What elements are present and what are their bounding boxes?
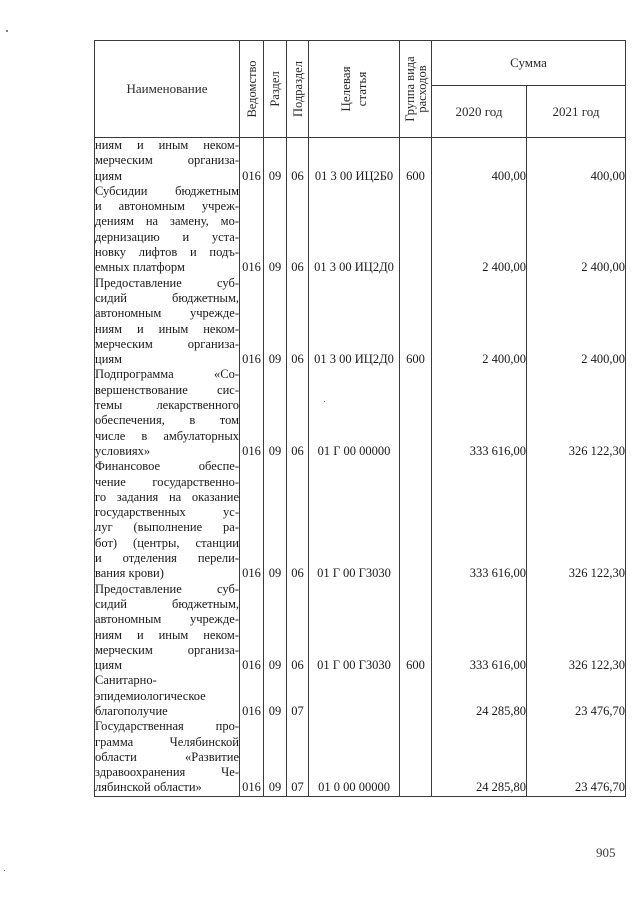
row-sum-2020: 333 616,00 bbox=[432, 459, 527, 581]
row-name-line: ниям и иным неком- bbox=[95, 627, 239, 642]
row-name-line: Субсидии бюджетным bbox=[95, 183, 239, 198]
row-name bbox=[95, 673, 240, 719]
row-name-line: вершенствование сис- bbox=[95, 382, 239, 397]
row-expense-group: 600 bbox=[400, 276, 432, 368]
table-body bbox=[95, 138, 626, 797]
row-target-article: 01 3 00 ИЦ2Д0 bbox=[309, 276, 400, 368]
row-expense-group bbox=[400, 459, 432, 581]
row-subsection: 07 bbox=[287, 719, 309, 796]
row-subsection: 06 bbox=[287, 459, 309, 581]
row-sum-2020: 333 616,00 bbox=[432, 582, 527, 674]
row-target-article: 01 3 00 ИЦ2Д0 bbox=[309, 184, 400, 276]
row-section: 09 bbox=[264, 138, 287, 184]
row-section: 09 bbox=[264, 367, 287, 459]
row-name-line: условиях» bbox=[95, 443, 151, 458]
row-name-line: ниям и иным неком- bbox=[95, 138, 239, 152]
row-name-line: мерческим организа- bbox=[95, 642, 239, 657]
row-target-article bbox=[309, 673, 400, 719]
row-name bbox=[95, 184, 240, 276]
row-name-line: сидий бюджетным, bbox=[95, 596, 239, 611]
row-name bbox=[95, 138, 240, 184]
row-name-line: мерческим организа- bbox=[95, 336, 239, 351]
row-name bbox=[95, 276, 240, 368]
table-row bbox=[95, 459, 626, 581]
header-year-2020: 2020 год bbox=[432, 86, 527, 138]
row-sum-2021: 2 400,00 bbox=[527, 276, 626, 368]
row-sum-2020: 2 400,00 bbox=[432, 184, 527, 276]
row-name-line: Предоставление суб- bbox=[95, 581, 239, 596]
scan-speck bbox=[4, 870, 5, 871]
row-name-line: области «Развитие bbox=[95, 749, 239, 764]
row-sum-2021: 326 122,30 bbox=[527, 582, 626, 674]
row-department: 016 bbox=[240, 673, 264, 719]
row-sum-2021: 326 122,30 bbox=[527, 367, 626, 459]
row-subsection: 06 bbox=[287, 184, 309, 276]
row-name-line: темы лекарственного bbox=[95, 398, 239, 413]
row-name-line: числе в амбулаторных bbox=[95, 428, 239, 443]
row-name-line: луг (выполнение ра- bbox=[95, 520, 239, 535]
header-target-article: Целевая статья bbox=[309, 41, 400, 138]
row-name-line: обеспечения, в том bbox=[95, 413, 239, 428]
table-row bbox=[95, 138, 626, 184]
header-year-2021: 2021 год bbox=[527, 86, 626, 138]
row-name-line: благополучие bbox=[95, 703, 168, 718]
header-expense-group: Группа вида расходов bbox=[400, 41, 432, 138]
row-section: 09 bbox=[264, 582, 287, 674]
table-header bbox=[95, 41, 626, 138]
row-section: 09 bbox=[264, 184, 287, 276]
table-row bbox=[95, 673, 626, 719]
row-name-line: и отделения перели- bbox=[95, 551, 239, 566]
row-section: 09 bbox=[264, 276, 287, 368]
row-sum-2021: 23 476,70 bbox=[527, 719, 626, 796]
row-name-line: мерческим организа- bbox=[95, 153, 239, 168]
row-sum-2021: 400,00 bbox=[527, 138, 626, 184]
row-subsection: 06 bbox=[287, 367, 309, 459]
row-name-line: чение государственно- bbox=[95, 474, 239, 489]
row-department: 016 bbox=[240, 138, 264, 184]
row-section: 09 bbox=[264, 673, 287, 719]
row-name-line: ниям и иным неком- bbox=[95, 321, 239, 336]
table-row bbox=[95, 719, 626, 796]
row-name-line: эпидемиологическое bbox=[95, 688, 206, 703]
page-number: 905 bbox=[596, 845, 616, 860]
row-name-line: циям bbox=[95, 168, 123, 183]
header-name: Наименование bbox=[95, 41, 240, 138]
row-subsection: 07 bbox=[287, 673, 309, 719]
row-name-line: Санитарно- bbox=[95, 673, 157, 688]
row-sum-2020: 24 285,80 bbox=[432, 719, 527, 796]
row-expense-group bbox=[400, 719, 432, 796]
row-name-line: Предоставление суб- bbox=[95, 275, 239, 290]
row-sum-2020: 400,00 bbox=[432, 138, 527, 184]
row-name-line: грамма Челябинской bbox=[95, 734, 239, 749]
row-target-article: 01 Г 00 Г3030 bbox=[309, 459, 400, 581]
row-name-line: Финансовое обеспе- bbox=[95, 459, 239, 474]
row-name-line: лябинской области» bbox=[95, 780, 202, 795]
row-name-line: новку лифтов и подъ- bbox=[95, 245, 239, 260]
table-row bbox=[95, 582, 626, 674]
row-name-line: го задания на оказание bbox=[95, 489, 239, 504]
row-expense-group bbox=[400, 184, 432, 276]
row-section: 09 bbox=[264, 719, 287, 796]
table-row bbox=[95, 276, 626, 368]
header-department: Ведомство bbox=[240, 41, 264, 138]
row-department: 016 bbox=[240, 582, 264, 674]
row-sum-2020: 333 616,00 bbox=[432, 367, 527, 459]
row-subsection: 06 bbox=[287, 276, 309, 368]
row-subsection: 06 bbox=[287, 138, 309, 184]
row-name-line: дениям на замену, мо- bbox=[95, 214, 239, 229]
row-name-line: дернизацию и уста- bbox=[95, 229, 239, 244]
row-target-article: 01 Г 00 Г3030 bbox=[309, 582, 400, 674]
row-name-line: циям bbox=[95, 658, 123, 673]
row-sum-2020: 24 285,80 bbox=[432, 673, 527, 719]
row-name bbox=[95, 719, 240, 796]
row-section: 09 bbox=[264, 459, 287, 581]
row-name-line: емных платформ bbox=[95, 260, 185, 275]
header-sum: Сумма bbox=[432, 41, 626, 86]
row-subsection: 06 bbox=[287, 582, 309, 674]
row-department: 016 bbox=[240, 184, 264, 276]
row-expense-group: 600 bbox=[400, 582, 432, 674]
row-name bbox=[95, 582, 240, 674]
row-expense-group: 600 bbox=[400, 138, 432, 184]
row-expense-group bbox=[400, 367, 432, 459]
row-name-line: автономным учрежде- bbox=[95, 612, 239, 627]
row-name-line: и автономным учреж- bbox=[95, 199, 239, 214]
row-expense-group bbox=[400, 673, 432, 719]
row-sum-2020: 2 400,00 bbox=[432, 276, 527, 368]
table-row bbox=[95, 184, 626, 276]
header-subsection: Подраздел bbox=[287, 41, 309, 138]
table-row bbox=[95, 367, 626, 459]
row-name-line: государственных ус- bbox=[95, 505, 239, 520]
row-name-line: здравоохранения Че- bbox=[95, 765, 239, 780]
row-department: 016 bbox=[240, 367, 264, 459]
row-name bbox=[95, 459, 240, 581]
row-name-line: циям bbox=[95, 352, 123, 367]
row-department: 016 bbox=[240, 719, 264, 796]
scan-speck bbox=[6, 30, 8, 32]
row-name-line: Государственная про- bbox=[95, 719, 239, 734]
row-sum-2021: 23 476,70 bbox=[527, 673, 626, 719]
row-target-article: 01 0 00 00000 bbox=[309, 719, 400, 796]
budget-table bbox=[94, 40, 626, 797]
row-sum-2021: 2 400,00 bbox=[527, 184, 626, 276]
row-name-line: автономным учрежде- bbox=[95, 306, 239, 321]
row-name bbox=[95, 367, 240, 459]
row-sum-2021: 326 122,30 bbox=[527, 459, 626, 581]
header-section: Раздел bbox=[264, 41, 287, 138]
row-target-article: 01 Г 00 00000 bbox=[309, 367, 400, 459]
row-name-line: Подпрограмма «Со- bbox=[95, 367, 239, 382]
row-name-line: вания крови) bbox=[95, 566, 164, 581]
row-name-line: сидий бюджетным, bbox=[95, 290, 239, 305]
row-department: 016 bbox=[240, 276, 264, 368]
row-target-article: 01 3 00 ИЦ2Б0 bbox=[309, 138, 400, 184]
row-department: 016 bbox=[240, 459, 264, 581]
row-name-line: бот) (центры, станции bbox=[95, 535, 239, 550]
